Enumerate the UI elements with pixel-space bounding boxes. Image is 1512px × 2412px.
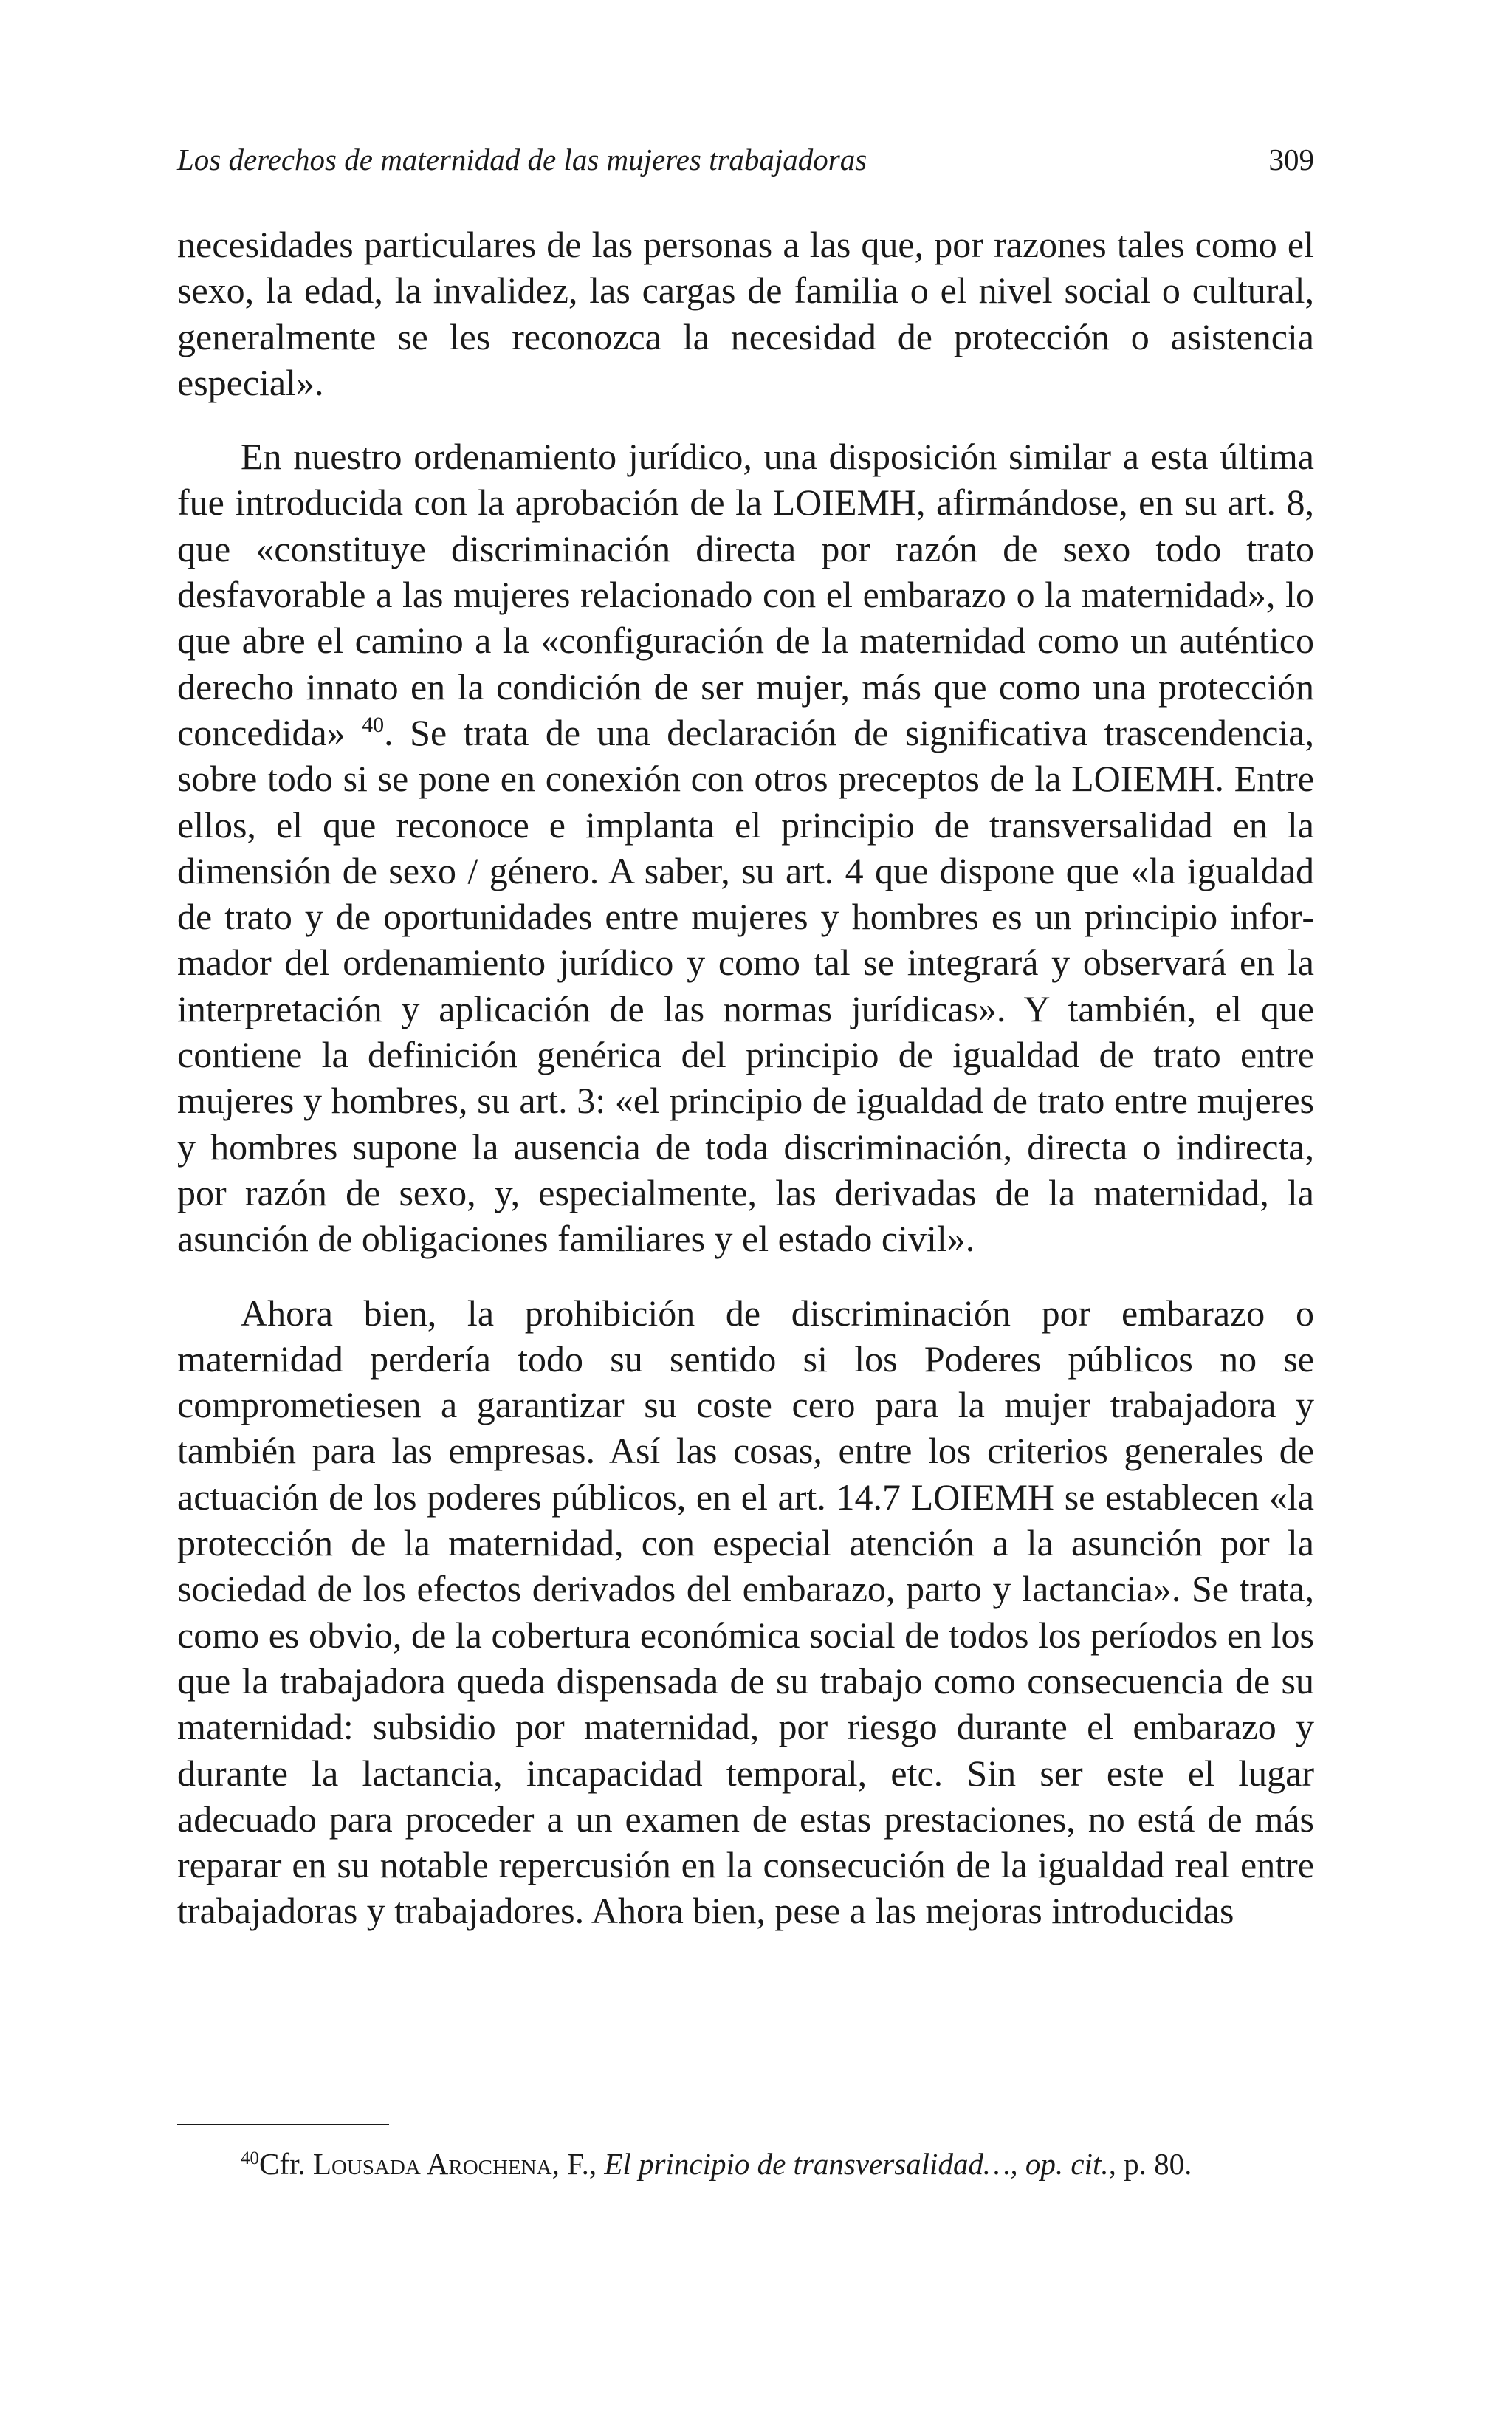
paragraph-text: En nuestro ordenamiento jurídico, una disposición similar a esta última fue introducida con la aprobación de la LOIEMH, afirmándose, en su art. 8, que «constituye discriminación directa por razón de sexo todo trato desfavorable a las mujeres relacionado con el embarazo o la maternidad», lo que abre el camino a la «configuración de la maternidad como un auténtico derecho innato en la condición de ser mujer, más que como una protección concedida» bbox=[177, 436, 1314, 753]
book-page bbox=[177, 0, 1314, 2412]
paragraph-text: . Se trata de una declaración de significativa trascendencia, sobre todo si se pone en conexión con otros preceptos de la LOIEMH. Entre ellos, el que reconoce e implanta el principio de transversalidad en la dimensión de sexo / género. A saber, su art. 4 que dispone que «la igualdad de trato y de oportunidades entre mujeres y hombres es un principio informador del ordenamiento jurídico y como tal se integrará y observará en la interpretación y aplicación de las normas jurídicas». Y también, el que contiene la definición genérica del principio de igualdad de trato entre mujeres y hombres, su art. 3: «el principio de igualdad de trato entre mujeres y hombres supone la ausencia de toda discriminación, directa o indirecta, por razón de sexo, y, especialmente, las derivadas de la maternidad, la asunción de obligaciones familiares y el estado civil». bbox=[177, 711, 1314, 1260]
body-text bbox=[177, 222, 1314, 1934]
footnote-work-title: El principio de transversalidad…, op. cit., bbox=[604, 2147, 1116, 2181]
footnote-prefix: Cfr. bbox=[259, 2147, 313, 2181]
footnote bbox=[241, 2143, 1314, 2185]
footnotes bbox=[241, 2143, 1314, 2185]
paragraph-loiemh bbox=[177, 434, 1314, 1261]
running-header bbox=[177, 137, 1314, 182]
running-title: Los derechos de maternidad de las mujeres trabajadoras bbox=[177, 143, 867, 177]
footnote-author: Lousada Arochena bbox=[312, 2147, 552, 2181]
paragraph-coste-cero: Ahora bien, la prohibición de discriminación por embarazo o maternidad perdería todo su sentido si los Poderes públicos no se comprometiesen a garantizar su coste cero para la mujer trabajadora y también para las empresas. Así las cosas, entre los criterios generales de actuación de los poderes públicos, en el art. 14.7 LOIEMH se establecen «la protección de la maternidad, con especial atención a la asunción por la sociedad de los efectos derivados del embarazo, parto y lactancia». Se trata, como es obvio, de la cobertura económica social de todos los períodos en los que la trabajadora queda dispensada de su trabajo como consecuencia de su maternidad: subsidio por maternidad, por riesgo durante el embarazo y durante la lactancia, incapacidad temporal, etc. Sin ser este el lugar adecuado para proceder a un examen de estas prestaciones, no está de más reparar en su notable repercusión en la consecución de la igualdad real entre trabajadoras y trabajadores. Ahora bien, pese a las mejoras introducidas bbox=[177, 1292, 1314, 1932]
page-number: 309 bbox=[1268, 143, 1314, 177]
footnote-author-initial: , F., bbox=[551, 2147, 605, 2181]
footnote-reference[interactable]: 40 bbox=[362, 712, 385, 737]
footnote-separator bbox=[177, 2124, 389, 2125]
footnote-suffix: p. 80. bbox=[1116, 2147, 1192, 2181]
paragraph-continued: necesidades particulares de las personas a las que, por razones tales como el sexo, la edad, la invalidez, las cargas de familia o el nivel social o cultural, generalmente se les reconozca la necesidad de protección o asistencia especial». bbox=[177, 224, 1314, 403]
footnote-number: 40 bbox=[241, 2148, 259, 2168]
